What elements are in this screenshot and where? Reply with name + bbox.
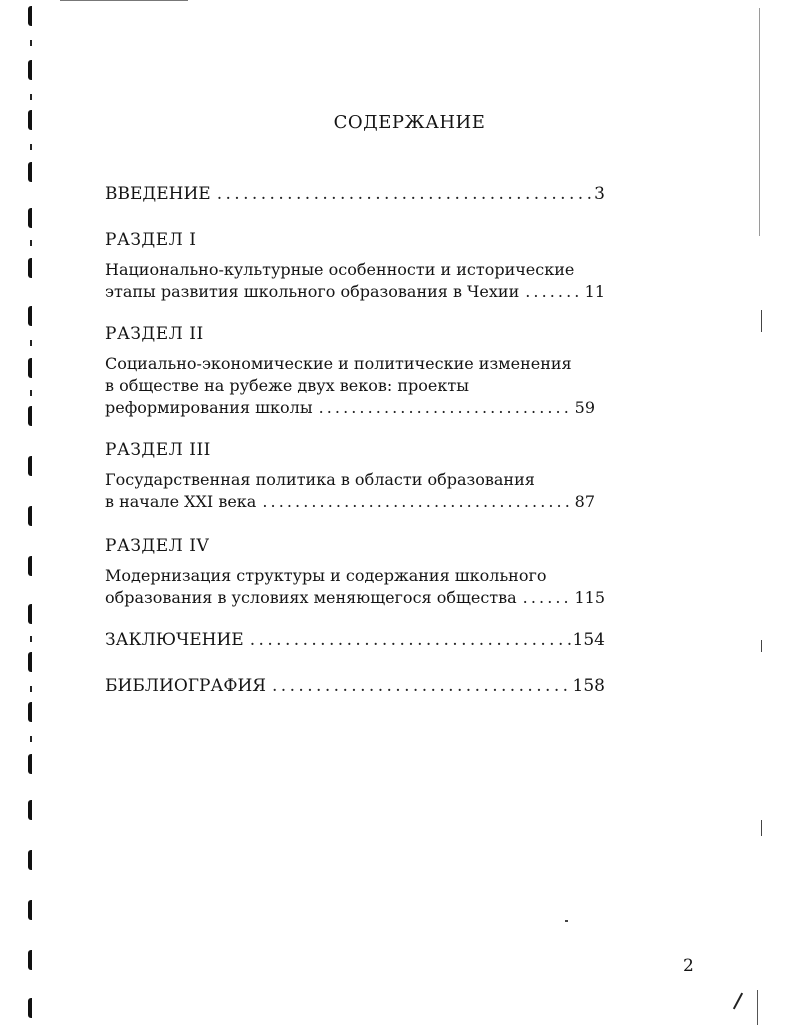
section-3-heading: РАЗДЕЛ III [105, 440, 211, 460]
binding-hole [28, 604, 39, 624]
scan-top-rule [60, 0, 188, 1]
leader-dots [523, 588, 573, 607]
toc-entry-label: в начале XXI века [105, 492, 257, 511]
binding-edge [28, 0, 42, 1025]
toc-entry-page: 59 [574, 398, 595, 417]
binding-tick [30, 144, 32, 150]
section-4-heading: РАЗДЕЛ IV [105, 536, 210, 556]
binding-hole [28, 800, 39, 820]
binding-hole [28, 358, 39, 378]
toc-entry-page: 158 [572, 676, 605, 696]
binding-hole [28, 6, 39, 26]
section-2-title-line-1: Социально-экономические и политические изменения [105, 354, 572, 373]
section-4-title-line-1: Модернизация структуры и содержания школьного [105, 566, 547, 585]
toc-entry-page: 11 [584, 282, 605, 301]
leader-dots [319, 398, 573, 417]
section-1-title-line-2 [105, 282, 605, 301]
binding-hole [28, 208, 39, 228]
toc-entry-intro [105, 184, 605, 204]
section-2-title-line-2: в обществе на рубеже двух веков: проекты [105, 376, 469, 395]
leader-dots [217, 184, 592, 204]
scan-right-edge-lower [757, 990, 758, 1025]
toc-entry-bibliography [105, 676, 605, 696]
section-1-heading: РАЗДЕЛ I [105, 230, 197, 250]
toc-entry-label: ЗАКЛЮЧЕНИЕ [105, 630, 244, 650]
toc-entry-label: реформирования школы [105, 398, 313, 417]
leader-dots [525, 282, 582, 301]
section-2-title-line-3 [105, 398, 595, 417]
binding-hole [28, 900, 39, 920]
binding-tick [30, 40, 32, 46]
page-number: 2 [683, 956, 694, 976]
binding-hole [28, 754, 39, 774]
pen-mark [733, 993, 743, 1010]
binding-hole [28, 406, 39, 426]
binding-tick [30, 736, 32, 742]
binding-hole [28, 258, 39, 278]
page-title: СОДЕРЖАНИЕ [333, 112, 486, 133]
binding-tick [30, 390, 32, 396]
scan-artifact [761, 640, 762, 652]
toc-entry-page: 154 [572, 630, 605, 650]
binding-hole [28, 306, 39, 326]
scan-artifact [565, 920, 568, 922]
binding-hole [28, 556, 39, 576]
leader-dots [250, 630, 571, 650]
binding-hole [28, 652, 39, 672]
leader-dots [272, 676, 571, 696]
section-1-title-line-1: Национально-культурные особенности и исторические [105, 260, 575, 279]
binding-tick [30, 94, 32, 100]
toc-entry-label: БИБЛИОГРАФИЯ [105, 676, 266, 696]
binding-tick [30, 636, 32, 642]
leader-dots [262, 492, 572, 511]
scan-artifact [761, 820, 762, 836]
binding-tick [30, 340, 32, 346]
binding-tick [30, 686, 32, 692]
binding-hole [28, 162, 39, 182]
section-2-heading: РАЗДЕЛ II [105, 324, 204, 344]
binding-hole [28, 998, 39, 1018]
toc-entry-page: 87 [574, 492, 595, 511]
toc-entry-label: ВВЕДЕНИЕ [105, 184, 211, 204]
binding-hole [28, 702, 39, 722]
toc-entry-label: образования в условиях меняющегося общества [105, 588, 517, 607]
section-3-title-line-1: Государственная политика в области образования [105, 470, 535, 489]
binding-hole [28, 506, 39, 526]
binding-tick [30, 240, 32, 246]
section-3-title-line-2 [105, 492, 595, 511]
binding-hole [28, 456, 39, 476]
toc-entry-page: 3 [594, 184, 605, 204]
section-4-title-line-2 [105, 588, 605, 607]
binding-hole [28, 60, 39, 80]
toc-entry-conclusion [105, 630, 605, 650]
toc-entry-label: этапы развития школьного образования в Чехии [105, 282, 520, 301]
toc-entry-page: 115 [574, 588, 605, 607]
binding-hole [28, 950, 39, 970]
scan-artifact [761, 310, 762, 332]
binding-hole [28, 850, 39, 870]
